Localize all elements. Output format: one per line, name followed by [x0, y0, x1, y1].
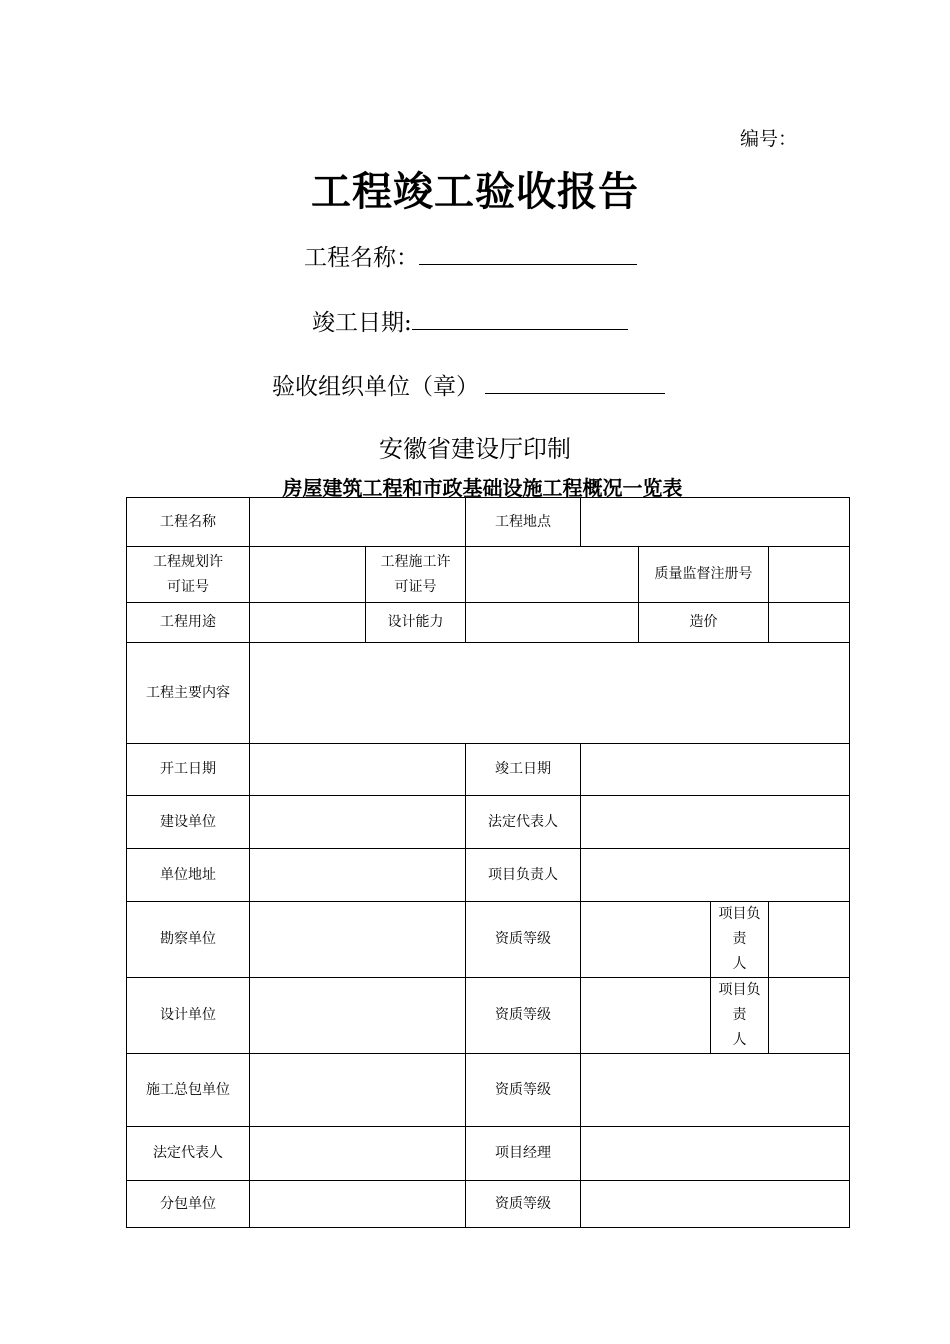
cell-value[interactable]: [581, 1054, 850, 1127]
organizer-blank[interactable]: [485, 369, 665, 394]
cell-label: 项目经理: [466, 1127, 581, 1181]
cell-value[interactable]: [581, 1181, 850, 1228]
project-name-blank[interactable]: [419, 240, 637, 265]
cell-label: 工程用途: [127, 603, 250, 643]
cell-label: 设计单位: [127, 978, 250, 1054]
completion-date-blank[interactable]: [412, 305, 628, 330]
cell-value[interactable]: [250, 1181, 466, 1228]
cell-label: 项目负责 人: [711, 902, 769, 978]
cell-value[interactable]: [581, 498, 850, 547]
organizer-field: [272, 368, 665, 401]
cell-value[interactable]: [250, 603, 366, 643]
cell-label: 法定代表人: [466, 796, 581, 849]
table-row: [127, 547, 850, 603]
cell-value[interactable]: [466, 547, 639, 603]
cell-label: 工程主要内容: [127, 643, 250, 744]
cell-label: 开工日期: [127, 744, 250, 796]
cell-value[interactable]: [581, 902, 711, 978]
cell-value[interactable]: [250, 1127, 466, 1181]
table-row: [127, 1181, 850, 1228]
cell-value[interactable]: [769, 603, 850, 643]
cell-label: 工程名称: [127, 498, 250, 547]
cell-label: 质量监督注册号: [639, 547, 769, 603]
cell-label: 单位地址: [127, 849, 250, 902]
cell-value[interactable]: [250, 796, 466, 849]
cell-label: 资质等级: [466, 1054, 581, 1127]
cell-value[interactable]: [250, 744, 466, 796]
cell-label: 资质等级: [466, 978, 581, 1054]
cell-value[interactable]: [581, 1127, 850, 1181]
completion-date-field: [312, 304, 628, 337]
cell-value[interactable]: [769, 902, 850, 978]
cell-label: 勘察单位: [127, 902, 250, 978]
cell-label: 竣工日期: [466, 744, 581, 796]
table-row: [127, 796, 850, 849]
cell-value[interactable]: [250, 498, 466, 547]
cell-label: 造价: [639, 603, 769, 643]
cell-label: 建设单位: [127, 796, 250, 849]
cell-value[interactable]: [250, 547, 366, 603]
cell-label: 资质等级: [466, 902, 581, 978]
cell-value[interactable]: [250, 978, 466, 1054]
organizer-label: 验收组织单位（章）: [272, 374, 479, 400]
table-row: [127, 849, 850, 902]
project-name-label: 工程名称：: [304, 245, 419, 271]
cell-value[interactable]: [250, 1054, 466, 1127]
table-row: [127, 744, 850, 796]
project-overview-table: [126, 497, 850, 1228]
cell-label: 项目负责 人: [711, 978, 769, 1054]
cell-label: 设计能力: [366, 603, 466, 643]
table-row: [127, 1054, 850, 1127]
cell-label: 资质等级: [466, 1181, 581, 1228]
table-row: [127, 643, 850, 744]
cell-value[interactable]: [250, 902, 466, 978]
project-name-field: [304, 239, 637, 272]
cell-value[interactable]: [581, 744, 850, 796]
cell-label: 工程规划许 可证号: [127, 547, 250, 603]
cell-value[interactable]: [466, 603, 639, 643]
cell-label: 法定代表人: [127, 1127, 250, 1181]
cell-value[interactable]: [581, 796, 850, 849]
cell-label: 施工总包单位: [127, 1054, 250, 1127]
table-row: [127, 978, 850, 1054]
cell-label: 工程地点: [466, 498, 581, 547]
serial-number-label: 编号：: [740, 128, 798, 150]
cell-value[interactable]: [250, 849, 466, 902]
cell-value[interactable]: [250, 643, 850, 744]
cell-value[interactable]: [581, 849, 850, 902]
cell-value[interactable]: [769, 547, 850, 603]
table-row: [127, 1127, 850, 1181]
cell-value[interactable]: [581, 978, 711, 1054]
table-caption: 房屋建筑工程和市政基础设施工程概况一览表: [282, 476, 683, 500]
table-row: [127, 902, 850, 978]
cell-label: 分包单位: [127, 1181, 250, 1228]
cell-value[interactable]: [769, 978, 850, 1054]
table-row: [127, 603, 850, 643]
printer-credit: 安徽省建设厅印制: [379, 435, 571, 463]
cell-label: 项目负责人: [466, 849, 581, 902]
completion-date-label: 竣工日期:: [312, 310, 412, 336]
document-title: 工程竣工验收报告: [311, 168, 639, 215]
cell-label: 工程施工许 可证号: [366, 547, 466, 603]
table-row: [127, 498, 850, 547]
